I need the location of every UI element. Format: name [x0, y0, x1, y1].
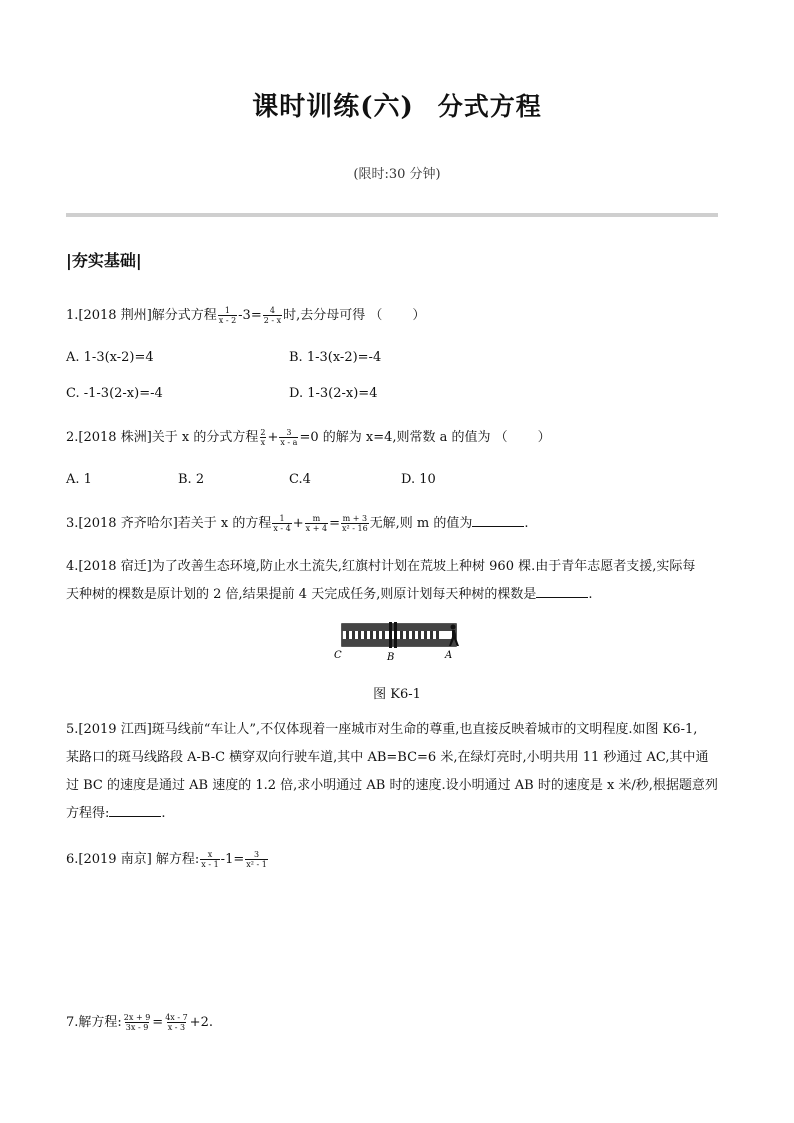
q5-line-4: 方程得: .: [66, 806, 166, 821]
figure-caption: 图 K6-1: [373, 687, 421, 702]
q5-line-2: 某路口的斑马线路段 A-B-C 横穿双向行驶车道,其中 AB=BC=6 米,在绿灯亮时,小明共用 11 秒通过 AC,其中通: [66, 750, 709, 765]
question-2: 2.[2018 株洲]关于 x 的分式方程 $\frac{2}{x}$ + $\frac{3}{x - a}$ =0 的解为 x=4,则常数 a 的值为 （ ）: [66, 428, 551, 447]
q5-line-1: 5.[2019 江西]斑马线前“车让人”,不仅体现着一座城市对生命的尊重,也直接反映着城市的文明程度.如图 K6-1,: [66, 722, 698, 737]
time-limit: (限时:30 分钟): [353, 167, 441, 182]
q6-prefix: 6.[2019 南京] 解方程:: [66, 852, 200, 867]
q1-suffix: 时,去分母可得 （: [283, 308, 383, 323]
q2-option-a: A. 1: [66, 472, 92, 487]
title-topic: 分式方程: [437, 92, 542, 121]
q1-option-c: C. -1-3(2-x)=-4: [66, 386, 163, 401]
q2-fraction-2: $\frac{3}{x - a}$: [280, 428, 298, 447]
label-a: A: [445, 650, 453, 661]
question-5: [66, 716, 730, 828]
q6-fraction-2: $\frac{3}{\text{x² - 1}}$: [246, 850, 267, 869]
q4-answer-blank[interactable]: [536, 585, 588, 598]
q2-prefix: 2.[2018 株洲]关于 x 的分式方程: [66, 430, 259, 445]
zebra-crossing-figure: [328, 618, 468, 664]
q7-fraction-2: $\frac{4x - 7}{x - 3}$: [165, 1013, 188, 1032]
q1-fraction-2: $\frac{4}{2 - x}$: [263, 306, 282, 325]
q3-fraction-3: $\frac{m + 3}{\text{x² - 16}}$: [341, 514, 368, 533]
q3-answer-blank[interactable]: [472, 514, 524, 527]
question-1: 1.[2018 荆州]解分式方程 $\frac{1}{x - 2}$ -3= $\frac{4}{2 - x}$ 时,去分母可得 （ ）: [66, 306, 426, 325]
q6-fraction-1: $\frac{x}{x - 1}$: [201, 850, 219, 869]
q1-option-b: B. 1-3(x-2)=-4: [289, 350, 382, 365]
q5-answer-blank[interactable]: [109, 804, 161, 817]
q2-fraction-1: $\frac{2}{x}$: [260, 428, 266, 447]
q2-option-d: D. 10: [401, 472, 436, 487]
q3-fraction-2: $\frac{m}{x + 4}$: [305, 514, 328, 533]
q3-prefix: 3.[2018 齐齐哈尔]若关于 x 的方程: [66, 516, 272, 531]
q1-mid: -3=: [238, 308, 262, 323]
q4-line-1: 4.[2018 宿迁]为了改善生态环境,防止水土流失,红旗村计划在荒坡上种树 960 棵.由于青年志愿者支援,实际每: [66, 559, 696, 574]
question-4: [66, 553, 730, 609]
question-7: 7.解方程: $\frac{2x + 9}{3x - 9}$ = $\frac{4x - 7}{x - 3}$ +2.: [66, 1013, 213, 1032]
q4-line-2: 天种树的棵数是原计划的 2 倍,结果提前 4 天完成任务,则原计划每天种树的棵数是 .: [66, 587, 593, 602]
question-3: 3.[2018 齐齐哈尔]若关于 x 的方程 $\frac{1}{x - 4}$ + $\frac{m}{x + 4}$ = $\frac{m + 3}{\text{x² - 16}}$ 无解,则 m 的值为 .: [66, 514, 529, 533]
q1-option-d: D. 1-3(2-x)=4: [289, 386, 378, 401]
title-main: 课时训练(六): [252, 92, 414, 122]
q1-prefix: 1.[2018 荆州]解分式方程: [66, 308, 217, 323]
q5-line-3: 过 BC 的速度是通过 AB 速度的 1.2 倍,求小明通过 AB 时的速度.设小明通过 AB 时的速度是 x 米/秒,根据题意列: [66, 778, 718, 793]
q3-fraction-1: $\frac{1}{x - 4}$: [273, 514, 291, 533]
question-6: 6.[2019 南京] 解方程: $\frac{x}{x - 1}$ -1= $\frac{3}{\text{x² - 1}}$: [66, 850, 267, 869]
label-c: C: [334, 650, 342, 661]
road-bottom-band: [342, 639, 456, 646]
q1-fraction-1: $\frac{1}{x - 2}$: [218, 306, 237, 325]
section-heading: |夯实基础|: [66, 251, 142, 270]
divider: [66, 213, 718, 217]
q3-suffix: 无解,则 m 的值为: [369, 516, 473, 531]
q7-suffix: +2.: [189, 1015, 213, 1030]
q2-option-c: C.4: [289, 472, 311, 487]
q7-prefix: 7.解方程:: [66, 1015, 122, 1030]
q2-option-b: B. 2: [178, 472, 205, 487]
page-title: [0, 86, 794, 123]
road-top-band: [342, 624, 456, 631]
label-b: B: [387, 652, 395, 663]
q1-option-a: A. 1-3(x-2)=4: [66, 350, 154, 365]
q7-fraction-1: $\frac{2x + 9}{3x - 9}$: [123, 1013, 151, 1032]
q2-suffix: =0 的解为 x=4,则常数 a 的值为 （: [299, 430, 508, 445]
